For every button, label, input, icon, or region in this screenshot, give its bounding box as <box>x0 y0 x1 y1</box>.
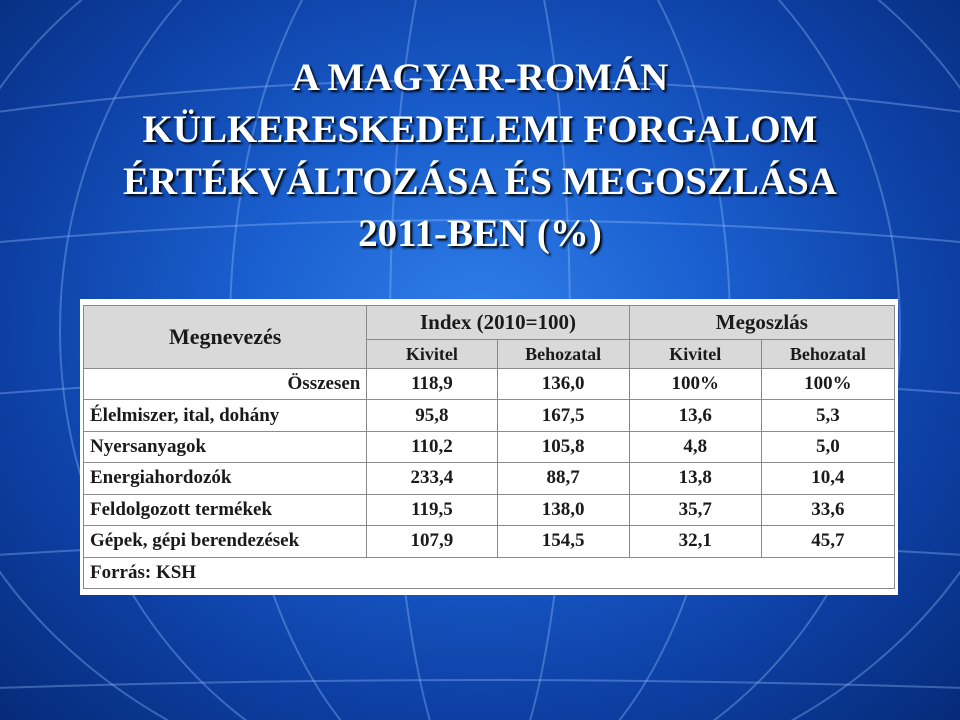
title-line-3: ÉRTÉKVÁLTOZÁSA ÉS MEGOSZLÁSA <box>123 160 837 203</box>
table-cell: 233,4 <box>367 463 497 494</box>
table-row <box>84 526 895 557</box>
table-row <box>84 494 895 525</box>
table-cell: 95,8 <box>367 400 497 431</box>
table-cell: 118,9 <box>367 369 497 400</box>
table-cell: 13,6 <box>629 400 761 431</box>
subheader-index-kivitel: Kivitel <box>367 340 497 369</box>
row-label: Energiahordozók <box>84 463 367 494</box>
table-cell: 100% <box>629 369 761 400</box>
header-megnevezes: Megnevezés <box>84 306 367 369</box>
source-note: Forrás: KSH <box>84 557 895 588</box>
table-cell: 88,7 <box>497 463 629 494</box>
table-cell: 33,6 <box>761 494 894 525</box>
table-cell: 5,3 <box>761 400 894 431</box>
table-row <box>84 369 895 400</box>
title-line-2: KÜLKERESKEDELEMI FORGALOM <box>142 108 818 151</box>
table-cell: 119,5 <box>367 494 497 525</box>
header-megoszlas: Megoszlás <box>629 306 894 340</box>
row-label: Nyersanyagok <box>84 431 367 462</box>
row-label: Feldolgozott termékek <box>84 494 367 525</box>
trade-table <box>83 305 895 589</box>
table-cell: 13,8 <box>629 463 761 494</box>
row-label: Élelmiszer, ital, dohány <box>84 400 367 431</box>
table-cell: 35,7 <box>629 494 761 525</box>
table-cell: 136,0 <box>497 369 629 400</box>
table-row <box>84 400 895 431</box>
header-index: Index (2010=100) <box>367 306 629 340</box>
table-cell: 100% <box>761 369 894 400</box>
table-cell: 138,0 <box>497 494 629 525</box>
table-cell: 105,8 <box>497 431 629 462</box>
slide-title <box>20 52 940 260</box>
title-line-1: A MAGYAR-ROMÁN <box>291 56 669 99</box>
table-row <box>84 463 895 494</box>
table-cell: 167,5 <box>497 400 629 431</box>
table-cell: 154,5 <box>497 526 629 557</box>
table-cell: 10,4 <box>761 463 894 494</box>
title-line-4: 2011-BEN (%) <box>358 212 602 255</box>
table-cell: 110,2 <box>367 431 497 462</box>
table-panel <box>80 299 898 595</box>
table-cell: 45,7 <box>761 526 894 557</box>
table-cell: 4,8 <box>629 431 761 462</box>
table-row <box>84 431 895 462</box>
subheader-index-behozatal: Behozatal <box>497 340 629 369</box>
table-cell: 32,1 <box>629 526 761 557</box>
row-label: Összesen <box>84 369 367 400</box>
source-row <box>84 557 895 588</box>
table-cell: 5,0 <box>761 431 894 462</box>
subheader-megoszlas-kivitel: Kivitel <box>629 340 761 369</box>
row-label: Gépek, gépi berendezések <box>84 526 367 557</box>
subheader-megoszlas-behozatal: Behozatal <box>761 340 894 369</box>
table-cell: 107,9 <box>367 526 497 557</box>
